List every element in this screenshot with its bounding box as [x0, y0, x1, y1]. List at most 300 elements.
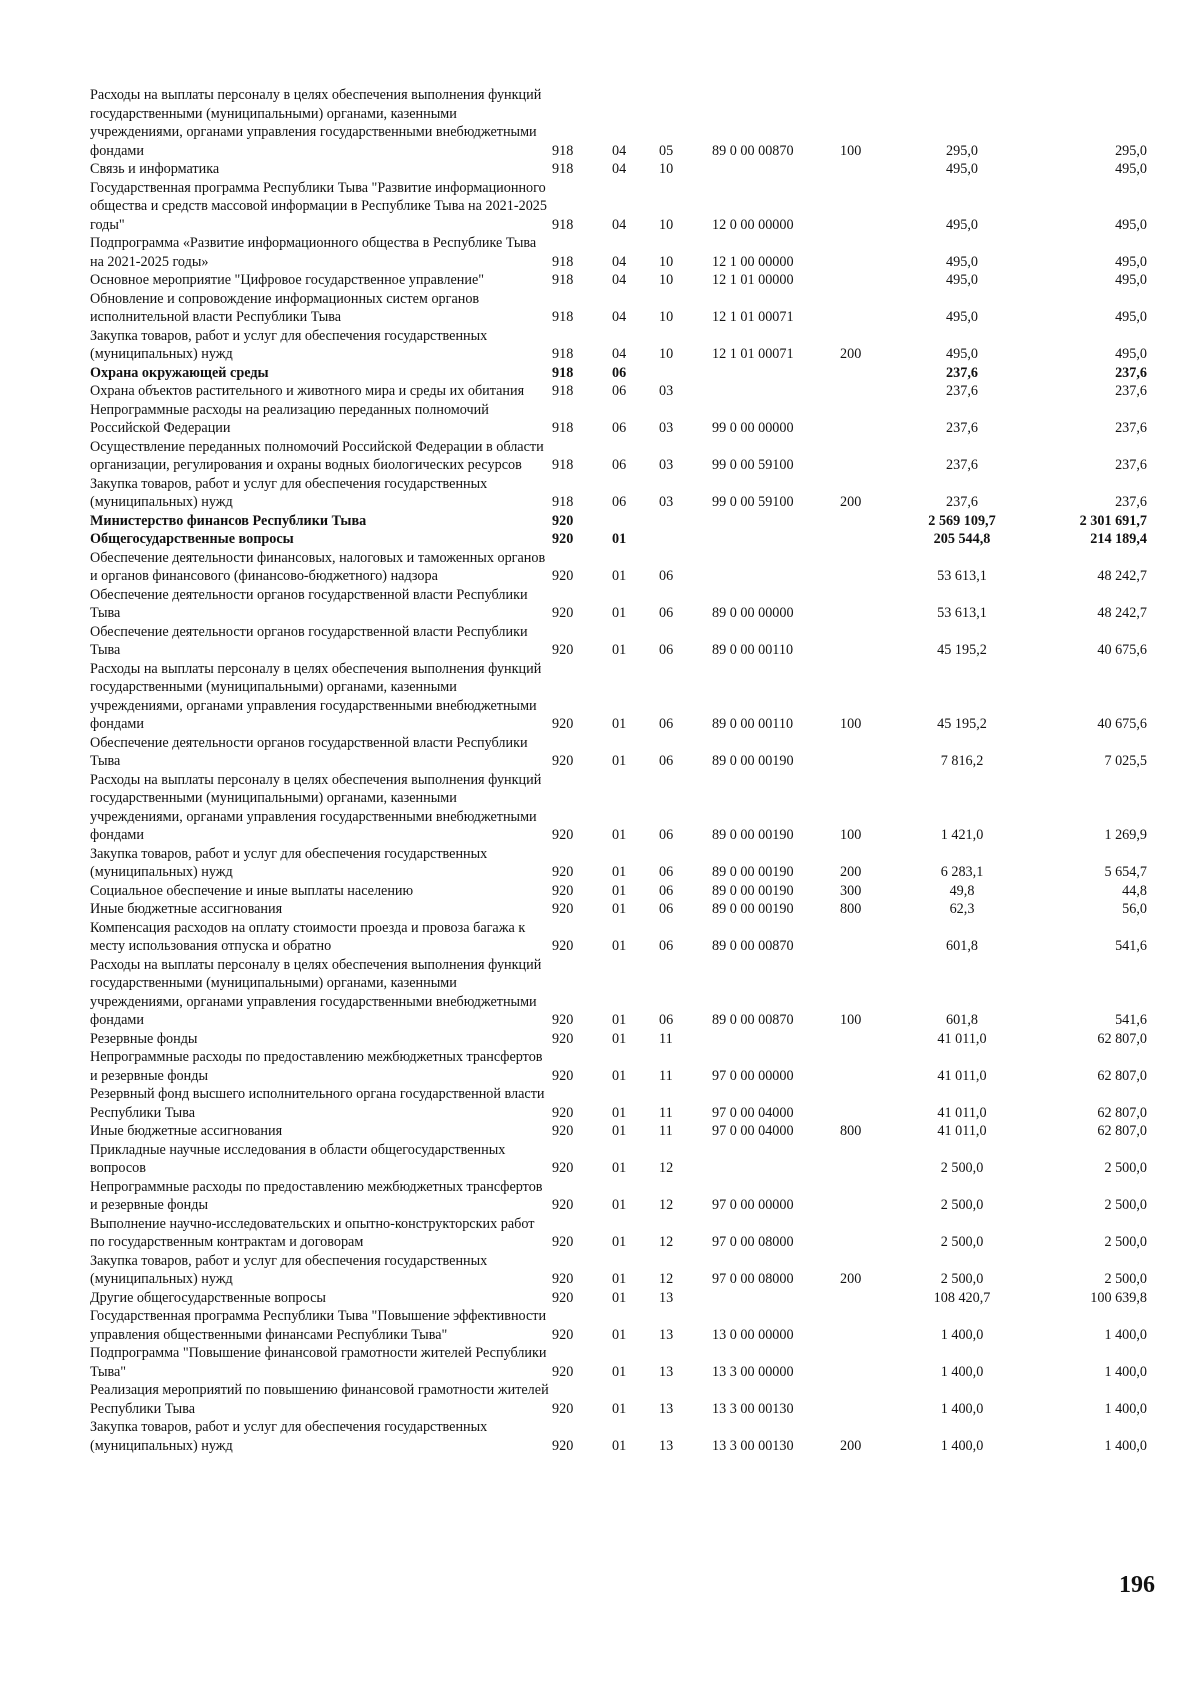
row-subsection-code: 06 [659, 882, 674, 899]
row-name: Связь и информатика [90, 161, 220, 177]
row-subsection-code: 06 [659, 827, 674, 843]
row-section-code: 01 [612, 642, 627, 658]
row-expense-type-code: 800 [840, 901, 862, 917]
row-amount-second-year: 1 400,0 [1104, 1400, 1147, 1417]
row-name: Резервные фонды [90, 1030, 198, 1047]
row-amount-second-year: 56,0 [1122, 901, 1147, 917]
row-target-article-code [712, 382, 840, 401]
budget-table-body [90, 86, 1147, 1455]
row-expense-type-code [840, 734, 907, 771]
row-amount-second-year: 1 269,9 [1104, 827, 1147, 843]
row-target-article-code: 13 3 00 00130 [712, 1400, 794, 1417]
row-target-article-code: 89 0 00 00110 [712, 642, 794, 658]
row-target-article-code [712, 1030, 840, 1049]
row-expense-type-code [840, 290, 907, 327]
row-ved-code: 920 [552, 605, 574, 621]
row-ved-code: 920 [552, 901, 574, 917]
row-ved-code: 920 [552, 512, 574, 529]
row-section-code: 04 [612, 309, 627, 325]
row-target-article-code [712, 512, 840, 531]
table-row [90, 179, 1147, 235]
row-amount-first-year: 495,0 [946, 253, 978, 270]
row-ved-code: 920 [552, 568, 574, 584]
row-expense-type-code [840, 438, 907, 475]
row-ved-code: 918 [552, 272, 574, 288]
row-section-code: 01 [612, 568, 627, 584]
row-target-article-code: 97 0 00 04000 [712, 1123, 794, 1139]
row-name: Подпрограмма «Развитие информационного общества в Республике Тыва на 2021-2025 годы» [90, 235, 537, 270]
row-section-code [612, 512, 659, 531]
row-amount-second-year: 100 639,8 [1090, 1289, 1147, 1306]
row-name: Иные бюджетные ассигнования [90, 901, 283, 917]
row-name: Государственная программа Республики Тыва "Развитие информационного общества и средств массовой информации в Республике Тыва на 2021-2025 годы" [90, 179, 547, 233]
row-section-code: 06 [612, 457, 627, 473]
table-row [90, 1048, 1147, 1085]
row-ved-code: 918 [552, 309, 574, 325]
row-amount-first-year: 45 195,2 [937, 642, 987, 658]
row-subsection-code: 13 [659, 1326, 674, 1343]
row-ved-code: 920 [552, 531, 574, 547]
row-section-code: 01 [612, 1289, 627, 1306]
table-row [90, 1381, 1147, 1418]
row-ved-code: 920 [552, 716, 574, 732]
row-expense-type-code [840, 234, 907, 271]
row-subsection-code [659, 512, 712, 531]
row-name: Другие общегосударственные вопросы [90, 1289, 326, 1306]
row-amount-first-year: 45 195,2 [937, 716, 987, 732]
row-amount-second-year: 295,0 [1115, 142, 1147, 159]
row-expense-type-code: 200 [840, 494, 862, 510]
row-target-article-code: 89 0 00 00190 [712, 882, 794, 899]
row-amount-first-year: 108 420,7 [933, 1289, 991, 1306]
row-name: Основное мероприятие "Цифровое государственное управление" [90, 272, 485, 288]
row-ved-code: 920 [552, 938, 574, 954]
row-name: Непрограммные расходы по предоставлению межбюджетных трансфертов и резервные фонды [90, 1178, 543, 1213]
row-name: Расходы на выплаты персоналу в целях обеспечения выполнения функций государственными (муниципальными) органами, казенными учреждениями, органами управления государственными внебюджетными фондами [90, 660, 542, 732]
row-amount-first-year: 2 500,0 [940, 1160, 984, 1176]
row-target-article-code: 89 0 00 00190 [712, 827, 794, 843]
row-section-code: 01 [612, 1030, 627, 1047]
row-subsection-code: 06 [659, 1012, 674, 1028]
row-expense-type-code [840, 364, 907, 383]
row-ved-code: 920 [552, 1160, 574, 1176]
row-amount-first-year: 601,8 [946, 938, 978, 954]
row-name: Расходы на выплаты персоналу в целях обеспечения выполнения функций государственными (муниципальными) органами, казенными учреждениями, органами управления государственными внебюджетными фондами [90, 956, 542, 1028]
table-row [90, 882, 1147, 901]
table-row [90, 845, 1147, 882]
row-section-code: 01 [612, 753, 627, 769]
row-amount-second-year: 495,0 [1115, 346, 1147, 362]
row-amount-first-year: 495,0 [946, 309, 978, 325]
row-ved-code: 920 [552, 642, 574, 658]
row-expense-type-code: 100 [840, 1012, 862, 1028]
row-ved-code: 918 [552, 364, 574, 381]
row-subsection-code [659, 530, 712, 549]
row-name: Социальное обеспечение и иные выплаты населению [90, 882, 414, 899]
table-row [90, 401, 1147, 438]
table-row [90, 530, 1147, 549]
row-ved-code: 920 [552, 1326, 574, 1343]
row-subsection-code: 06 [659, 568, 674, 584]
row-section-code: 01 [612, 605, 627, 621]
row-expense-type-code [840, 382, 907, 401]
row-section-code: 01 [612, 1067, 627, 1084]
table-row [90, 1252, 1147, 1289]
row-subsection-code: 13 [659, 1363, 674, 1380]
row-ved-code: 918 [552, 161, 574, 177]
row-amount-second-year: 7 025,5 [1104, 753, 1147, 769]
row-name: Прикладные научные исследования в области общегосударственных вопросов [90, 1141, 506, 1176]
table-row [90, 1141, 1147, 1178]
row-section-code: 01 [612, 1160, 627, 1176]
table-row [90, 1418, 1147, 1455]
row-name: Выполнение научно-исследовательских и опытно-конструкторских работ по государственным контрактам и договорам [90, 1215, 535, 1250]
table-row [90, 382, 1147, 401]
row-amount-second-year: 2 500,0 [1104, 1197, 1147, 1213]
row-section-code: 01 [612, 1123, 627, 1139]
row-amount-first-year: 1 400,0 [940, 1363, 984, 1380]
row-amount-second-year: 2 500,0 [1104, 1160, 1147, 1176]
row-section-code: 01 [612, 864, 627, 880]
row-target-article-code: 89 0 00 00870 [712, 1012, 794, 1028]
row-target-article-code: 97 0 00 08000 [712, 1234, 794, 1250]
row-expense-type-code [840, 1215, 907, 1252]
row-expense-type-code: 200 [840, 864, 862, 880]
row-amount-second-year: 48 242,7 [1097, 605, 1147, 621]
row-ved-code: 920 [552, 882, 574, 899]
row-section-code: 01 [612, 531, 627, 547]
row-section-code: 04 [612, 253, 627, 270]
row-name: Расходы на выплаты персоналу в целях обеспечения выполнения функций государственными (муниципальными) органами, казенными учреждениями, органами управления государственными внебюджетными фондами [90, 87, 542, 159]
row-name: Резервный фонд высшего исполнительного органа государственной власти Республики Тыва [90, 1086, 545, 1121]
row-target-article-code: 89 0 00 00870 [712, 142, 794, 159]
row-subsection-code [659, 364, 712, 383]
row-ved-code: 918 [552, 383, 574, 399]
row-amount-second-year: 237,6 [1115, 420, 1147, 436]
table-row [90, 1030, 1147, 1049]
row-amount-second-year: 48 242,7 [1097, 568, 1147, 584]
row-expense-type-code: 100 [840, 827, 862, 843]
row-ved-code: 920 [552, 1104, 574, 1121]
row-name: Обеспечение деятельности органов государственной власти Республики Тыва [90, 734, 528, 769]
row-section-code: 01 [612, 1437, 627, 1454]
row-subsection-code: 11 [659, 1030, 673, 1047]
row-subsection-code: 10 [659, 309, 674, 325]
row-subsection-code: 10 [659, 272, 674, 288]
row-section-code: 01 [612, 1012, 627, 1028]
row-subsection-code: 03 [659, 383, 674, 399]
row-amount-first-year: 237,6 [946, 364, 978, 381]
row-section-code: 01 [612, 1326, 627, 1343]
row-subsection-code: 11 [659, 1123, 673, 1139]
row-subsection-code: 10 [659, 161, 674, 177]
row-subsection-code: 06 [659, 901, 674, 917]
row-amount-first-year: 53 613,1 [937, 568, 987, 584]
table-row [90, 1122, 1147, 1141]
row-expense-type-code [840, 1344, 907, 1381]
row-amount-first-year: 41 011,0 [937, 1030, 987, 1047]
row-target-article-code [712, 530, 840, 549]
row-amount-first-year: 601,8 [946, 1012, 978, 1028]
row-expense-type-code [840, 1085, 907, 1122]
row-expense-type-code [840, 530, 907, 549]
row-name: Обеспечение деятельности органов государственной власти Республики Тыва [90, 586, 528, 621]
table-row [90, 364, 1147, 383]
row-target-article-code [712, 1289, 840, 1308]
row-ved-code: 918 [552, 494, 574, 510]
row-subsection-code: 10 [659, 216, 674, 233]
row-expense-type-code [840, 1048, 907, 1085]
row-amount-second-year: 2 500,0 [1104, 1271, 1147, 1287]
row-subsection-code: 12 [659, 1234, 674, 1250]
row-amount-second-year: 5 654,7 [1104, 864, 1147, 880]
row-amount-second-year: 237,6 [1115, 383, 1147, 399]
row-amount-first-year: 495,0 [946, 272, 978, 288]
row-expense-type-code [840, 1381, 907, 1418]
row-expense-type-code [840, 1178, 907, 1215]
row-target-article-code: 99 0 00 59100 [712, 494, 794, 510]
row-amount-first-year: 41 011,0 [937, 1123, 987, 1139]
table-row [90, 549, 1147, 586]
row-name: Иные бюджетные ассигнования [90, 1123, 283, 1139]
row-ved-code: 918 [552, 420, 574, 436]
row-amount-second-year: 40 675,6 [1097, 642, 1147, 658]
row-amount-second-year: 495,0 [1115, 309, 1147, 325]
row-section-code: 04 [612, 142, 627, 159]
row-amount-first-year: 205 544,8 [933, 531, 991, 547]
row-section-code: 01 [612, 882, 627, 899]
row-expense-type-code: 200 [840, 1437, 862, 1454]
row-amount-first-year: 41 011,0 [937, 1067, 987, 1084]
row-section-code: 04 [612, 272, 627, 288]
row-ved-code: 920 [552, 1363, 574, 1380]
row-name: Расходы на выплаты персоналу в целях обеспечения выполнения функций государственными (муниципальными) органами, казенными учреждениями, органами управления государственными внебюджетными фондами [90, 771, 542, 843]
row-target-article-code: 13 3 00 00000 [712, 1363, 794, 1380]
row-name: Обновление и сопровождение информационных систем органов исполнительной власти Республики Тыва [90, 290, 480, 325]
row-target-article-code: 13 0 00 00000 [712, 1326, 794, 1343]
row-subsection-code: 06 [659, 605, 674, 621]
row-target-article-code [712, 364, 840, 383]
row-target-article-code: 89 0 00 00190 [712, 901, 794, 917]
row-amount-first-year: 2 500,0 [940, 1234, 984, 1250]
row-amount-second-year: 495,0 [1115, 253, 1147, 270]
row-section-code: 01 [612, 716, 627, 732]
row-name: Непрограммные расходы по предоставлению межбюджетных трансфертов и резервные фонды [90, 1049, 543, 1084]
row-target-article-code: 12 1 01 00071 [712, 346, 794, 362]
row-subsection-code: 03 [659, 420, 674, 436]
row-ved-code: 920 [552, 864, 574, 880]
row-section-code: 01 [612, 1363, 627, 1380]
row-amount-second-year: 495,0 [1115, 272, 1147, 288]
row-amount-second-year: 62 807,0 [1097, 1104, 1147, 1121]
row-section-code: 06 [612, 420, 627, 436]
row-name: Закупка товаров, работ и услуг для обеспечения государственных (муниципальных) нужд [90, 1252, 488, 1287]
row-amount-first-year: 237,6 [946, 383, 978, 399]
row-amount-second-year: 1 400,0 [1104, 1363, 1147, 1380]
row-subsection-code: 12 [659, 1160, 674, 1176]
table-row [90, 327, 1147, 364]
row-amount-first-year: 495,0 [946, 346, 978, 362]
row-ved-code: 918 [552, 253, 574, 270]
table-row [90, 1215, 1147, 1252]
row-amount-first-year: 495,0 [946, 161, 978, 177]
row-expense-type-code [840, 160, 907, 179]
row-name: Непрограммные расходы на реализацию переданных полномочий Российской Федерации [90, 401, 489, 436]
row-amount-first-year: 2 569 109,7 [928, 512, 996, 529]
row-name: Компенсация расходов на оплату стоимости проезда и провоза багажа к месту использования отпуска и обратно [90, 919, 526, 954]
row-amount-second-year: 495,0 [1115, 161, 1147, 177]
table-row [90, 1307, 1147, 1344]
row-amount-first-year: 2 500,0 [940, 1197, 984, 1213]
row-target-article-code: 97 0 00 04000 [712, 1104, 794, 1121]
row-section-code: 04 [612, 161, 627, 177]
row-ved-code: 918 [552, 142, 574, 159]
page-number: 196 [1119, 1572, 1155, 1598]
row-target-article-code: 12 1 00 00000 [712, 253, 794, 270]
row-expense-type-code [840, 1030, 907, 1049]
row-amount-second-year: 237,6 [1115, 457, 1147, 473]
row-target-article-code: 89 0 00 00110 [712, 716, 794, 732]
table-row [90, 86, 1147, 160]
row-subsection-code: 06 [659, 864, 674, 880]
row-section-code: 01 [612, 1197, 627, 1213]
row-subsection-code: 13 [659, 1437, 674, 1454]
row-section-code: 01 [612, 1400, 627, 1417]
row-section-code: 06 [612, 383, 627, 399]
row-subsection-code: 03 [659, 494, 674, 510]
row-subsection-code: 06 [659, 716, 674, 732]
row-target-article-code: 89 0 00 00190 [712, 753, 794, 769]
row-subsection-code: 03 [659, 457, 674, 473]
row-ved-code: 920 [552, 1271, 574, 1287]
row-ved-code: 920 [552, 1012, 574, 1028]
table-row [90, 271, 1147, 290]
row-amount-first-year: 62,3 [949, 901, 975, 917]
table-row [90, 512, 1147, 531]
row-subsection-code: 11 [659, 1067, 673, 1084]
row-expense-type-code [840, 549, 907, 586]
row-name: Реализация мероприятий по повышению финансовой грамотности жителей Республики Тыва [90, 1382, 549, 1417]
row-section-code: 01 [612, 1104, 627, 1121]
row-amount-first-year: 7 816,2 [940, 753, 984, 769]
table-row [90, 438, 1147, 475]
row-amount-first-year: 2 500,0 [940, 1271, 984, 1287]
row-ved-code: 920 [552, 1197, 574, 1213]
row-amount-second-year: 541,6 [1115, 938, 1147, 954]
row-expense-type-code [840, 623, 907, 660]
row-ved-code: 920 [552, 1400, 574, 1417]
row-amount-first-year: 49,8 [949, 882, 975, 899]
row-amount-second-year: 2 301 691,7 [1079, 512, 1147, 529]
row-subsection-code: 05 [659, 142, 674, 159]
row-amount-first-year: 1 400,0 [940, 1437, 984, 1454]
row-amount-first-year: 295,0 [946, 142, 978, 159]
row-subsection-code: 10 [659, 346, 674, 362]
row-target-article-code: 89 0 00 00000 [712, 605, 794, 621]
table-row [90, 1178, 1147, 1215]
table-row [90, 660, 1147, 734]
row-target-article-code [712, 1141, 840, 1178]
table-row [90, 956, 1147, 1030]
row-amount-second-year: 214 189,4 [1090, 531, 1147, 547]
row-subsection-code: 06 [659, 938, 674, 954]
row-subsection-code: 12 [659, 1271, 674, 1287]
row-amount-second-year: 2 500,0 [1104, 1234, 1147, 1250]
row-expense-type-code [840, 179, 907, 235]
row-name: Закупка товаров, работ и услуг для обеспечения государственных (муниципальных) нужд [90, 1419, 488, 1454]
row-target-article-code: 97 0 00 00000 [712, 1067, 794, 1084]
row-amount-second-year: 62 807,0 [1097, 1123, 1147, 1139]
row-amount-second-year: 62 807,0 [1097, 1030, 1147, 1047]
row-section-code: 01 [612, 1234, 627, 1250]
budget-table [90, 86, 1147, 1455]
row-name: Охрана объектов растительного и животного мира и среды их обитания [90, 383, 525, 399]
row-ved-code: 920 [552, 1437, 574, 1454]
table-row [90, 1085, 1147, 1122]
table-row [90, 734, 1147, 771]
row-expense-type-code [840, 512, 907, 531]
table-row [90, 771, 1147, 845]
row-amount-first-year: 1 421,0 [940, 827, 984, 843]
row-ved-code: 920 [552, 1289, 574, 1306]
table-row [90, 586, 1147, 623]
row-target-article-code: 97 0 00 08000 [712, 1271, 794, 1287]
row-expense-type-code [840, 1289, 907, 1308]
row-section-code: 01 [612, 827, 627, 843]
row-name: Осуществление переданных полномочий Российской Федерации в области организации, регулирования и охраны водных биологических ресурсов [90, 438, 544, 473]
row-ved-code: 920 [552, 753, 574, 769]
row-expense-type-code: 200 [840, 346, 862, 362]
row-name: Обеспечение деятельности органов государственной власти Республики Тыва [90, 623, 528, 658]
row-name: Закупка товаров, работ и услуг для обеспечения государственных (муниципальных) нужд [90, 475, 488, 510]
row-expense-type-code [840, 586, 907, 623]
row-section-code: 04 [612, 216, 627, 233]
row-target-article-code: 12 1 01 00071 [712, 309, 794, 325]
row-subsection-code: 06 [659, 642, 674, 658]
table-row [90, 1289, 1147, 1308]
row-amount-second-year: 1 400,0 [1104, 1437, 1147, 1454]
row-ved-code: 920 [552, 1030, 574, 1047]
row-name: Охрана окружающей среды [90, 364, 269, 381]
row-amount-second-year: 1 400,0 [1104, 1326, 1147, 1343]
row-amount-first-year: 6 283,1 [940, 864, 984, 880]
row-expense-type-code [840, 1141, 907, 1178]
row-ved-code: 920 [552, 1123, 574, 1139]
row-target-article-code: 99 0 00 59100 [712, 457, 794, 473]
row-subsection-code: 11 [659, 1104, 673, 1121]
row-section-code: 01 [612, 938, 627, 954]
row-expense-type-code [840, 919, 907, 956]
row-section-code: 04 [612, 346, 627, 362]
row-target-article-code: 89 0 00 00190 [712, 864, 794, 880]
row-amount-second-year: 44,8 [1122, 882, 1147, 899]
row-amount-first-year: 495,0 [946, 216, 978, 233]
row-name: Обеспечение деятельности финансовых, налоговых и таможенных органов и органов финансового (финансово-бюджетного) надзора [90, 549, 546, 584]
table-row [90, 160, 1147, 179]
row-subsection-code: 13 [659, 1400, 674, 1417]
row-target-article-code [712, 549, 840, 586]
table-row [90, 900, 1147, 919]
row-name: Министерство финансов Республики Тыва [90, 512, 367, 529]
row-target-article-code: 99 0 00 00000 [712, 420, 794, 436]
row-section-code: 06 [612, 494, 627, 510]
row-expense-type-code [840, 1307, 907, 1344]
row-amount-second-year: 62 807,0 [1097, 1067, 1147, 1084]
row-amount-second-year: 237,6 [1115, 364, 1147, 381]
table-row [90, 290, 1147, 327]
row-ved-code: 918 [552, 216, 574, 233]
table-row [90, 919, 1147, 956]
